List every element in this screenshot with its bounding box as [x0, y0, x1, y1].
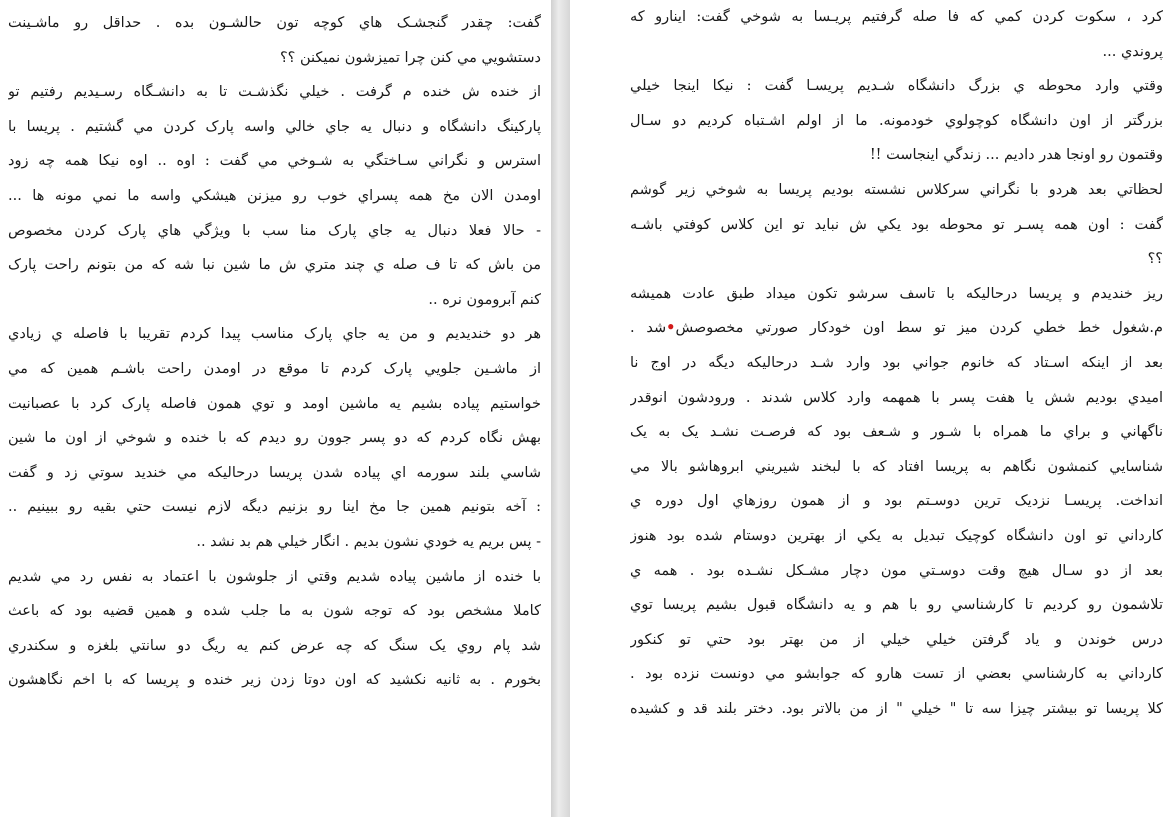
text-line: کرد ، سکوت کردن کمي که فا صله گرفتيم پريـسا به شوخي گفت: اينارو که — [630, 9, 1163, 25]
text-line: شناسايي کنمشون نگاهم به پريسا افتاد که با لبخند شيريني ابروهاشو بالا مي — [630, 458, 1163, 475]
text-line: پارکينگ دانشگاه و دنبال يه جاي خالي واسه پارک کردن مي گشتيم . پريسا با — [8, 118, 541, 135]
text-line: از ماشـين جلويي پارک کردم تا موقع در اومدن راحت باشـم همين که مي — [8, 360, 541, 377]
text-line: بعد از دو سـال هيچ وقت دوسـتي مون دچار مشـکل نشـده بود . همه ي — [630, 562, 1163, 579]
text-line: بعد از اينکه اسـتاد که خانوم جواني بود وارد شـد درحاليکه ديگه در اوج نا — [630, 354, 1163, 371]
text-line: کارداني به کارشناسي بعضي از تست هارو که جوابشو مي دونست نزده بود . — [630, 666, 1163, 683]
text-line: من باش که تا ف صله ي چند متري ش ما شين نبا شه که من بتونم راحت پارک — [8, 257, 541, 274]
text-line: کاملا مشخص بود که توجه شون به ما جلب شده و همين قضيه بود که باعث — [8, 603, 541, 620]
text-line: گفت: چقدر گنجشـک هاي کوچه تون حالشـون بده . حداقل رو ماشـينت — [8, 15, 541, 31]
text-line: خواستيم پياده بشيم يه ماشين اومد و توي همون فاصله پارک کرد با عصبانيت — [8, 395, 541, 412]
text-line: بخورم . به ثانيه نکشيد که اون دوتا زدن زير خنده و پريسا که با اخم نگاهشون — [8, 672, 541, 689]
text-line: وقتمون رو اونجا هدر داديم ... زندگي اينجاست !! — [869, 147, 1163, 164]
text-line: پروندي ... — [1102, 43, 1163, 60]
text-line: شاسي بلند سورمه اي پياده شدن پريسا درحاليکه مي خنديد سوتي زد و گفت — [8, 464, 541, 481]
text-line: : آخه بتونيم همين جا مخ اينا رو بزنيم ديگه لازم نيست حتي بقيه رو ببينيم .. — [8, 499, 541, 516]
text-line: ريز خنديدم و پريسا درحاليکه با تاسف سرشو تکون ميداد طبق عادت هميشه — [630, 285, 1163, 302]
text-line: تلاشمون رو کرديم تا کارشناسي رو با هم و يه دانشگاه قبول بشيم پريسا توي — [630, 597, 1163, 614]
text-line: استرس و نگراني سـاختگي به شـوخي مي گفت : اوه .. اوه نيکا همه چه زود — [8, 153, 541, 170]
text-line: از خنده ش خنده م گرفت . خيلي نگذشـت تا به دانشـگاه رسـيديم رفتيم تو — [8, 84, 541, 101]
text-line: - پس بريم يه خودي نشون بديم . انگار خيلي هم بد نشد .. — [196, 533, 541, 550]
page-gutter — [551, 0, 570, 817]
text-segment: شد . — [630, 320, 667, 337]
text-segment: م.شغول خط خطي کردن ميز تو سط اون خودکار صورتي مخصوصش — [675, 320, 1163, 337]
left-page — [0, 0, 551, 817]
text-line: - حالا فعلا دنبال يه جاي پارک منا سب با ويژگي هاي پارک کردن مخصوص — [8, 222, 541, 239]
right-page — [570, 0, 1172, 817]
text-line: درس خوندن و ياد گرفتن خيلي خيلي از من بهتر بود حتي تو کنکور — [630, 631, 1163, 648]
text-line: گفت : اون همه پسـر تو محوطه بود يکي ش نبايد تو اين کلاس کوفتي باشـه — [630, 216, 1163, 233]
text-line: وقتي وارد محوطه ي بزرگ دانشگاه شـديم پريسـا گفت : نيکا اينجا خيلي — [630, 78, 1163, 95]
text-line: کلا پريسا تو بيشتر چيزا سه تا " خيلي " از من بالاتر بود. دختر بلند قد و کشيده — [630, 700, 1163, 717]
text-line: با خنده از ماشين پياده شديم وقتي از جلوشون با اعتماد به نفس رد مي شديم — [8, 568, 541, 585]
text-line: انداخت. پريسـا نزديک ترين دوسـتم بود و از همون روزهاي اول دوره ي — [630, 493, 1163, 510]
text-line: کارداني تو اون دانشگاه کوچيک تبديل به يکي از بهترين دوستام شده بود هنوز — [630, 527, 1163, 544]
text-line: بهش نگاه کردم که دو پسر جوون رو ديدم که با خنده و شوخي از اون ما شين — [8, 430, 541, 447]
text-line: ناگهاني و براي ما همراه با شـور و شـعف بود که فرصـت نشـد يک به يک — [630, 424, 1163, 441]
text-line: ؟؟ — [1147, 251, 1163, 268]
text-line: شد پام روي يک سنگ که چه عرض کنم يه ريگ دو سانتي بلغزه و سکندري — [8, 637, 541, 654]
text-line: هر دو خنديديم و من يه جاي پارک مناسب پيدا کردم تقريبا با فاصله ي زيادي — [8, 326, 541, 343]
text-line: اميدي بوديم شش يا هفت پسر با همهمه وارد کلاس شدند . ورودشون انوقدر — [630, 389, 1163, 406]
text-line — [630, 311, 1163, 346]
text-line: کنم آبرومون نره .. — [428, 291, 541, 308]
text-line: دستشويي مي کنن چرا تميزشون نميکنن ؟؟ — [279, 49, 541, 66]
text-line: بزرگتر از اون دانشگاه کوچولوي خودمونه. ما از اولم اشـتباه کرديم دو سـال — [630, 112, 1163, 129]
annotation-dot: • — [666, 319, 676, 337]
text-line: لحظاتي بعد هردو با نگراني سرکلاس نشسته بوديم پريسا به شوخي زير گوشم — [630, 181, 1163, 198]
text-line: اومدن الان مخ همه پسراي خوب رو ميزنن هيشکي واسه ما نمي مونه ها ... — [8, 187, 541, 204]
